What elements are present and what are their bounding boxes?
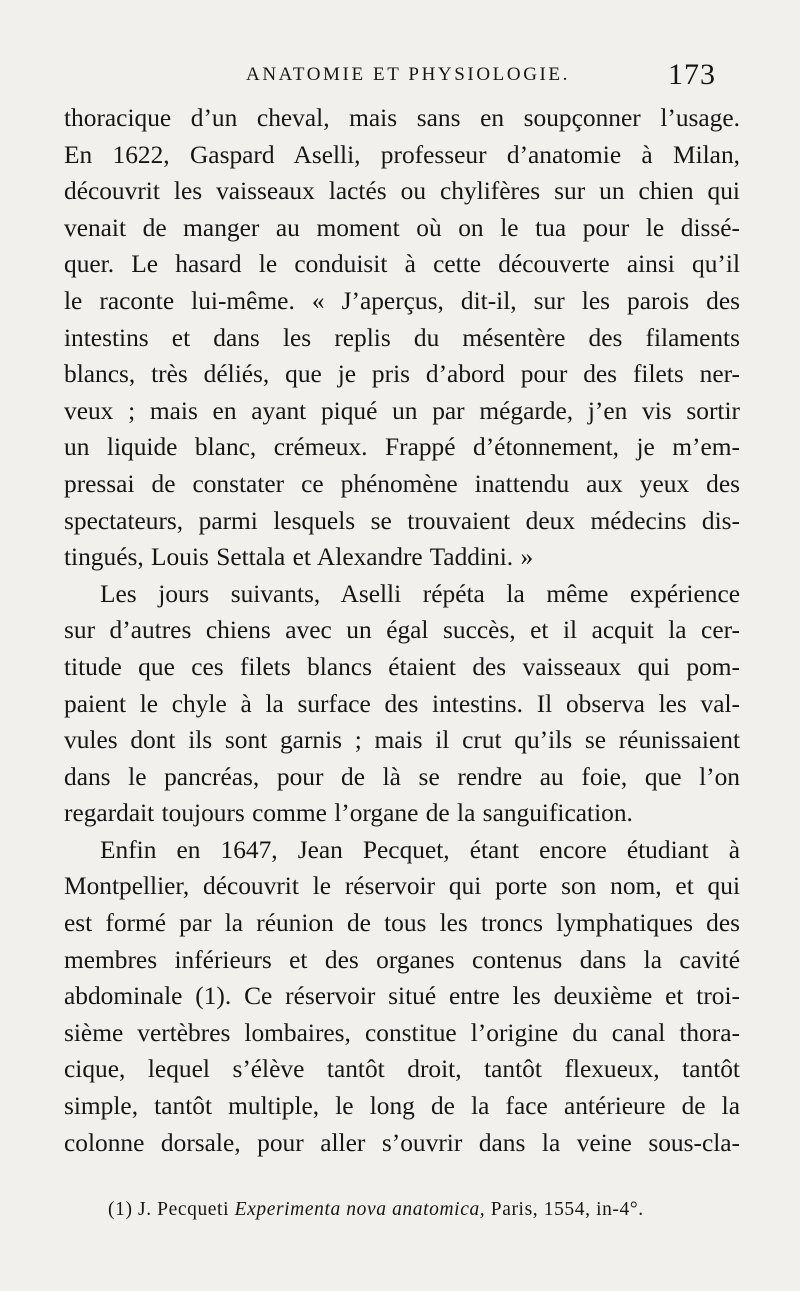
text-line: blancs, très déliés, que je pris d’abord pour des filets ner- <box>64 360 740 389</box>
text-line: est formé par la réunion de tous les troncs lymphatiques des <box>64 909 740 938</box>
paragraph-2 <box>64 576 740 832</box>
text-line: colonne dorsale, pour aller s’ouvrir dans la veine sous-cla- <box>64 1128 740 1157</box>
text-line: pressai de constater ce phénomène inattendu aux yeux des <box>64 469 740 498</box>
text-line: le raconte lui-même. « J’aperçus, dit-il, sur les parois des <box>64 286 740 315</box>
text-line: tingués, Louis Settala et Alexandre Taddini. » <box>64 543 534 572</box>
text-line: intestins et dans les replis du mésentère des filaments <box>64 323 740 352</box>
text-line: venait de manger au moment où on le tua pour le dissé- <box>64 213 740 242</box>
text-line: cique, lequel s’élève tantôt droit, tantôt flexueux, tantôt <box>64 1055 740 1084</box>
paragraph-1 <box>64 100 740 576</box>
text-line: Montpellier, découvrit le réservoir qui porte son nom, et qui <box>64 872 740 901</box>
paragraph-3 <box>64 832 740 1161</box>
text-line: membres inférieurs et des organes contenus dans la cavité <box>64 945 740 974</box>
text-line: quer. Le hasard le conduisit à cette découverte ainsi qu’il <box>64 250 740 279</box>
footnote-details: Paris, 1554, in-4°. <box>490 1199 644 1220</box>
body-text <box>64 100 740 1161</box>
text-line: Les jours suivants, Aselli répéta la même expérience <box>100 579 740 608</box>
text-line: En 1622, Gaspard Aselli, professeur d’anatomie à Milan, <box>64 140 740 169</box>
text-line: paient le chyle à la surface des intestins. Il observa les val- <box>64 689 740 718</box>
text-line: simple, tantôt multiple, le long de la face antérieure de la <box>64 1092 740 1121</box>
text-line: titude que ces filets blancs étaient des vaisseaux qui pom- <box>64 652 740 681</box>
text-line: abdominale (1). Ce réservoir situé entre les deuxième et troi- <box>64 982 740 1011</box>
page-header <box>0 58 800 98</box>
text-line: veux ; mais en ayant piqué un par mégarde, j’en vis sortir <box>64 396 740 425</box>
text-line: spectateurs, parmi lesquels se trouvaient deux médecins dis- <box>64 506 740 535</box>
footnote-marker: (1) J. Pecqueti <box>108 1199 230 1220</box>
text-line: découvrit les vaisseaux lactés ou chylifères sur un chien qui <box>64 177 740 206</box>
text-line: regardait toujours comme l’organe de la sanguification. <box>64 799 633 828</box>
footnote-title: Experimenta nova anatomica, <box>234 1199 486 1220</box>
text-line: dans le pancréas, pour de là se rendre au foie, que l’on <box>64 762 740 791</box>
text-line: sur d’autres chiens avec un égal succès, et il acquit la cer- <box>64 616 740 645</box>
text-line: sième vertèbres lombaires, constitue l’origine du canal thora- <box>64 1018 740 1047</box>
running-head: ANATOMIE ET PHYSIOLOGIE. <box>246 64 570 85</box>
text-line: Enfin en 1647, Jean Pecquet, étant encore étudiant à <box>100 835 740 864</box>
text-line: vules dont ils sont garnis ; mais il crut qu’ils se réunissaient <box>64 726 740 755</box>
footnote <box>108 1199 748 1221</box>
text-line: un liquide blanc, crémeux. Frappé d’étonnement, je m’em- <box>64 433 740 462</box>
page-number: 173 <box>668 58 716 91</box>
text-line: thoracique d’un cheval, mais sans en soupçonner l’usage. <box>64 104 740 132</box>
